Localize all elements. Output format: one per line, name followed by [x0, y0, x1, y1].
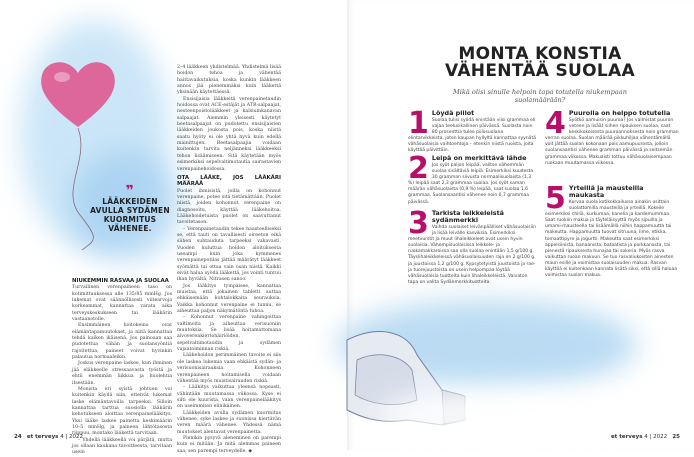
salt-pile	[377, 390, 637, 440]
tip-title: Tarkista leikkeleistä sydänmerkki	[431, 209, 504, 224]
article-title	[400, 46, 680, 80]
tip-number: 3	[408, 206, 429, 241]
tip-number: 4	[545, 106, 566, 141]
article-column-1	[72, 276, 172, 457]
paragraph: Ensimmäinen hoitokeino ovat elämäntapamuutokset, ja niitä kannattaa tehdä kaiken ikäisenä. Jos painoaan saa pudotettua vähän ja suolansyöntiä rajoitettua, paineet voivat hyvinkin palautua normaaleiksi.	[72, 323, 172, 361]
tip-number: 5	[545, 181, 566, 216]
tip-1	[408, 106, 536, 155]
issue-number: 4	[644, 434, 648, 440]
title-line: VÄHENTÄÄ SUOLAA	[445, 61, 635, 81]
tip-text: Jos syöt paljon leipää, valitse vähemmän suolaa sisältäviä leipiä. Esimerkiksi kuudesta 30 gramman siivusta normaalisuolaista (1,3 %) leipää saat 2,3 grammaa suolaa. Jos syöt saman määrän vähäsuolaista (0,9 %) leipää, saat suolaa 1,6 grammaa. Suolansaantisi vähenee noin 0,7 grammaa päivässä.	[408, 163, 534, 205]
paragraph: Jos lääkitys tympäisee, kannattaa muistaa, että jokainen tabletti auttaa ehkäisemään kohtalokkaita seurauksia. Vaikka kohonnut verenpaine ei tunnu, se aiheuttaa paljon näkymätöntä tuhoa.	[177, 283, 281, 315]
tip-4	[545, 106, 680, 167]
paragraph: Monista eri syistä johtuen voi kuitenkin käydä niin, etteivät lukemat laske elämäntavoilla tarpeeksi. Silloin kannattaa tarttua suosiolla lääkärin kehotukseen aloittaa verenpainelääkitys. Yksi lääke laskee painetta keskimäärin 10–5 mmHg, ja paineen lähtötasosta riippuu, montako lääkettä tarvitaan.	[72, 386, 172, 437]
tip-text: Korvaa suola kotikokkailussa ainakin osittain suolattomilla mausteilla ja yrteillä. Kokeile esimerkiksi chiliä, kurkumaa, kanelia ja kardemummaa. Saat ruokiin makua ja täyteläisyyttä myös sipuilla ja umami-mausteella tai lisäämällä niihin happamuutta tai makeutta. Happamuutta tuovat sitruuna, lime, etikka, tomaattipyre ja jogurtti. Makeutta saat esimerkiksi appelsiinista, banaanista, bataatista ja porkkanasta, tai pienestä ripauksesta hunajaa tai sokeria. Myös rasva vaikuttaa ruoan makuun. Se tuo rasvaliukoisten ainesten maun esille ja voimistaa suolaisuuden makua. Rasvan käyttöä ei kuitenkaan kannata lisätä siksi, että sillä haluaa voimistaa suolan makua.	[545, 200, 678, 279]
tip-text: Vaihda suolaiset leivänpäälliset vähäsuolaisiin ja lisää leivälle kasviksia. Esimerkiksi meetvurstit ja muut lihaleikkeleet ovat usein hyvin suolaisia. Vähempisuolaisissa leikkele- ja ruokamakkaroissa saa olla suolaa enintään 1,5 g/100 g. Täyslihaleikkeleissä vähäsuolaisuuden raja on 2 g/100 g ja juustoissa 1,2 g/100 g. Kypsytetyistä juustoista ja rae- ja tuorejuustoista on usein helpompaa löytää vähäsuolaisia tuotteita kuin lihaleikkeleistä. Vaivaton tapa on valita Sydänmerkkituotteita.	[408, 225, 536, 285]
title-line: MONTA KONSTIA	[458, 44, 622, 64]
page-footer: 24 et terveys 4 | 2022	[14, 434, 84, 440]
issue-number: 4	[60, 434, 64, 440]
paragraph: 2–4 lääkkeen yhdistelmää. Yhdistelmä lisää hoidon tehoa ja vähentää haittavaikutuksia, koska kunkin lääkkeen annos jää pienemmäksi kuin lääkettä yksinään käytettäessä.	[177, 65, 281, 96]
paragraph: – Yhdellä lääkkeellä voi pärjätä, mutta jos ollaan kaukana tavoitteesta, tarvitaan usein	[72, 437, 172, 456]
tip-number: 2	[408, 151, 429, 186]
tip-3	[408, 206, 536, 286]
paragraph: Puolet ihmisistä, joilla on kohonnut verenpaine, potee sitä tietämättään. Puolet niistä, joiden kohonnut verenpaine on diagnosoitu, käyttää lääkehoitoa. Lääkehoidetuista puolet on saavuttanut tavoitetason.	[177, 188, 281, 226]
magazine-name: et terveys	[26, 434, 59, 440]
tip-title: Puurolla on helppo totutella	[568, 109, 671, 117]
paragraph: Lääkehoidon perimmäinen tavoite ei siis ole laskea lukemia vaan ehkäistä sydän- ja verisuonisairauksia. Kohonneen verenpaineen hoitamisella voidaan vähentää myös muistisairauden riskiä.	[177, 353, 281, 384]
quote-mark-icon: ❞	[125, 183, 135, 199]
paragraph: Ensisijaisia lääkkeitä verenpainetaudin hoidossa ovat ACE-estäjät ja ATR-salpaajat, nesteenpoistolääkkeet ja kalsiumkanavan salpaajat. Aiemmin yleisesti käytetyt beetasalpaajat on pudotettu ensisijaisten lääkkeiden joukosta pois, koska niistä saatu hyöty ei ole yhtä hyvä kuin edellä mainittujen. Beetasalpaajia voidaan kuitenkin tarvita neljänneksi lääkkeeksi tehon lisäämiseen. Sitä käytetään myös esimerkiksi sepelvaltimotautia sairastavien verenpainehoidossa.	[177, 96, 281, 172]
tip-title: Löydä piilot	[431, 109, 475, 117]
paragraph: Turvallinen verenpaineen taso on kotimittauksessa alle 135/85 mmHg. Jos lukemat ovat säännöllisesti viitearvoja korkeammat, kannattaa varata aika terveyskeskukseen tai lääkärin vastaanotolle.	[72, 285, 172, 323]
page-number: 25	[672, 434, 680, 440]
paragraph: – Lääkitys vaikuttaa yleensä nopeasti, vähintään muutamassa viikossa. Kyse ei silti ole kuurista, vaan verenpainelääkitys on useimmiten elinikäinen.	[177, 385, 281, 410]
magazine-name: et terveys	[610, 434, 643, 440]
page-footer: et terveys 4 | 2022 25	[610, 434, 680, 440]
tip-5	[545, 181, 680, 279]
paragraph: Lääkkeiden avulla sydämen kuormitus vähenee, syke laskee ja suonissa kiertävän veren määrä vähenee. Yhdessä nämä muutokset alentavat verenpainetta.	[177, 410, 281, 435]
paragraph: Pienikin pysyvä aleneminen on parempi kuin ei mitään. Ja mitä alemmas paineen saa, sen parempi terveydelle. ◆	[177, 435, 281, 454]
tip-text: Suolaa tulisi syödä enintään viisi grammaa eli vajaa teelusikallinen päivässä. Suolasta noin 80 prosenttia tulee piilosuolana elintarvikkeista, joten kaupan hyllyltä kannattaa syynätä vähäsuolaisia vaihtoehtoja – etenkin niistä ruoista, joita käyttää päivittäin.	[408, 118, 536, 154]
paragraph: – Kohonnut verenpaine vahingoittaa valtimoita ja aiheuttaa verisuoniin muutoksia. Se lisää hoitamattomana aivoverenkiertohäiriöiden, sepelvaltimotaudin ja sydämen vajaatoiminnan riskiä.	[177, 315, 281, 353]
pull-quote-text: LÄÄKKEIDEN AVULLA SYDÄMEN KUORMITUS VÄHENEE.	[90, 197, 170, 233]
tip-number: 1	[408, 106, 429, 141]
page-number: 24	[14, 434, 22, 440]
issue-year: 2022	[69, 434, 84, 440]
article-column-2	[177, 65, 281, 455]
section-heading: OTA LÄÄKE, JOS LÄÄKÄRI MÄÄRÄÄ	[177, 174, 281, 188]
paragraph: – Verenpainetaudin tekee haasteelliseksi se, että tauti on tavallisesti oireeton eikä siihen suhtauduta tarpeeksi vakavasti. Vuoden kuluttua hoidon aloituksesta useampi kuin joka kymmenes verenpainepotilas jättää määrätyt lääkkeet syömättä tai ottaa vain osan niistä. Kaikki eivät halua syödä lääkettä, jos vointi tuntuu ihan hyvältä, Nitrasen sanoo.	[177, 226, 281, 283]
heart-balloon-illustration	[38, 55, 118, 130]
tip-title: Yrteillä ja mausteilla maukasta	[568, 184, 644, 199]
left-page	[0, 0, 347, 456]
article-subtitle: Mikä olisi sinulle helpoin tapa totutella niukempaan suolamäärään?	[453, 88, 627, 104]
tip-text: Syötkö aamuisin puuroa? Jos valmistat puuron veteen ja lisäät siihen ripauksen suolaa, saat keskikokoisesta puuroannoksesta noin gramman verran suolaa. Suolan määrää pikkuhiljaa vähentämällä voit jättää suolan kokonaan pois aamupuurosta, jolloin suolansaantisi vähenee gramman päivässä ja seitsemän grammaa viikossa. Makuaisti tottuu vähäsuolaisempaan ruokaan muutamassa viikossa.	[545, 118, 679, 166]
section-heading: NIUKEMMIN RASVAA JA SUOLAA	[72, 278, 169, 284]
issue-year: 2022	[653, 434, 668, 440]
paragraph: Joskus verenpaine laskee, kun ihminen jää eläkkeelle stressaavasta työstä ja ehtii enemmän liikkua ja huolehtia itsestään.	[72, 361, 172, 386]
tip-2	[408, 151, 536, 206]
tip-title: Leipä on merkittävä lähde	[431, 154, 527, 162]
pull-quote	[90, 185, 170, 233]
